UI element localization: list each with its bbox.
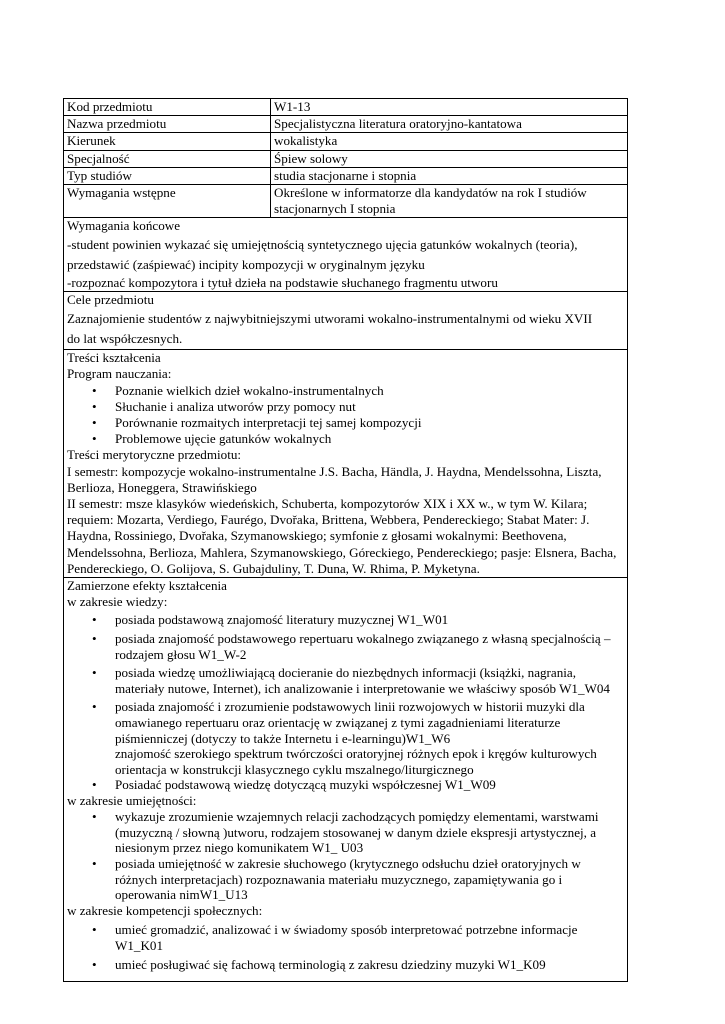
row-key: Kod przedmiotu xyxy=(64,99,271,116)
knowledge-label: w zakresie wiedzy: xyxy=(67,594,168,610)
row-value: W1-13 xyxy=(271,99,628,116)
semester-2-text: II semestr: msze klasyków wiedeńskich, Schuberta, kompozytorów XIX i XX w., w tym W. Kilara; requiem: Mozarta, Verdiego, Faurégo, Dvořaka, Brittena, Webbera, Pendereckiego; Stabat Mater: J. Haydna, Rossiniego, Dvořaka, Szymanowskiego; symfonie z głosami wokalnymi: Beethovena, Mendelssohna, Berlioza, Mahlera, Szymanowskiego, Góreckiego, Pendereckiego; pasje: Elsnera, Bacha, Pendereckiego, O. Golijova, S. Gubajduliny, T. Duna, W. Rhima, P. Myketyna. xyxy=(67,496,617,576)
list-item-text: wykazuje zrozumienie wzajemnych relacji zachodzących pomiędzy elementami, warstwami (muzyczną / słowną )utworu, rodzajem stosowanej w danym dziele ekspresji artystycznej, a niesionym przez niego komunikatem W1_ U03 xyxy=(115,809,599,856)
bullet-icon: • xyxy=(92,612,97,628)
course-goals-section xyxy=(63,292,628,350)
bullet-icon: • xyxy=(92,777,97,793)
list-item xyxy=(67,431,624,447)
row-key: Typ studiów xyxy=(64,167,271,184)
list-item-text: umieć posługiwać się fachową terminologią z zakresu dziedziny muzyki W1_K09 xyxy=(115,956,546,972)
bullet-icon: • xyxy=(92,631,97,647)
list-item xyxy=(67,777,624,793)
program-label: Program nauczania: xyxy=(67,366,172,382)
row-key: Wymagania wstępne xyxy=(64,185,271,218)
list-item xyxy=(67,957,624,973)
program-list xyxy=(67,383,624,448)
list-item-text: Posiadać podstawową wiedzę dotyczącą muzyki współczesnej W1_W09 xyxy=(115,777,496,793)
list-item-text: Słuchanie i analiza utworów przy pomocy nut xyxy=(115,398,356,414)
knowledge-list xyxy=(67,612,624,746)
bullet-icon: • xyxy=(92,665,97,681)
list-item xyxy=(67,631,624,662)
knowledge-continuation: znajomość szerokiego spektrum twórczości oratoryjnej różnych epok i kręgów kulturowych orientacja w konstrukcji klasycznego cyklu mszalnego/liturgicznego xyxy=(115,746,597,777)
list-item-text: Poznanie wielkich dzieł wokalno-instrumentalnych xyxy=(115,382,384,398)
list-item xyxy=(67,922,624,954)
table-row xyxy=(64,185,628,218)
course-info-table xyxy=(63,98,628,218)
table-row xyxy=(64,133,628,150)
table-row xyxy=(64,99,628,116)
bullet-icon: • xyxy=(92,956,97,972)
list-item xyxy=(67,699,624,746)
goals-line: Zaznajomienie studentów z najwybitniejszymi utworami wokalno-instrumentalnymi od wieku XVII xyxy=(67,310,593,326)
learning-outcomes-section xyxy=(63,578,628,982)
skills-label: w zakresie umiejętności: xyxy=(67,793,197,808)
section-heading: Cele przedmiotu xyxy=(67,292,154,308)
list-item-text: posiada znajomość i zrozumienie podstawowych linii rozwojowych w historii muzyki dla omawianego repertuaru oraz orientację w związanej z tymi zagadnieniami literaturze piśmienniczej (dotyczy to także Internetu i e-learningu)W1_W6 xyxy=(115,699,585,746)
list-item-text: umieć gromadzić, analizować i w świadomy sposób interpretować potrzebne informacje W1_K01 xyxy=(115,921,578,953)
course-content-section xyxy=(63,350,628,578)
list-item-text: Porównanie rozmaitych interpretacji tej samej kompozycji xyxy=(115,415,422,431)
list-item-text: Problemowe ujęcie gatunków wokalnych xyxy=(115,431,332,447)
list-item-text: posiada podstawową znajomość literatury muzycznej W1_W01 xyxy=(115,612,449,628)
list-item-text: posiada znajomość podstawowego repertuaru wokalnego związanego z własną specjalnością – rodzajem głosu W1_W-2 xyxy=(115,631,611,662)
table-row xyxy=(64,116,628,133)
bullet-icon: • xyxy=(92,398,97,414)
social-competences-label: w zakresie kompetencji społecznych: xyxy=(67,902,263,918)
row-value: wokalistyka xyxy=(271,133,628,150)
section-heading: Treści kształcenia xyxy=(67,350,161,366)
bullet-icon: • xyxy=(92,699,97,715)
bullet-icon: • xyxy=(92,809,97,825)
row-value: studia stacjonarne i stopnia xyxy=(271,167,628,184)
row-key: Nazwa przedmiotu xyxy=(64,116,271,133)
list-item xyxy=(67,399,624,415)
list-item xyxy=(67,809,624,856)
goals-line: do lat współczesnych. xyxy=(67,330,183,346)
list-item xyxy=(67,856,624,903)
bullet-icon: • xyxy=(92,382,97,398)
row-value: Specjalistyczna literatura oratoryjno-kantatowa xyxy=(271,116,628,133)
list-item-text: posiada umiejętność w zakresie słuchowego (krytycznego odsłuchu dzieł oratoryjnych w różnych interpretacjach) rozpoznawania materiału muzycznego, zapamiętywania go i operowania nimW1_U13 xyxy=(115,855,581,903)
final-requirements-section xyxy=(63,218,628,292)
bullet-icon: • xyxy=(92,921,97,937)
table-row xyxy=(64,167,628,184)
social-competences-list xyxy=(67,922,624,973)
row-value: Śpiew solowy xyxy=(271,150,628,167)
bullet-icon: • xyxy=(92,431,97,447)
requirement-line: -rozpoznać kompozytora i tytuł dzieła na podstawie słuchanego fragmentu utworu xyxy=(67,275,498,291)
section-heading: Zamierzone efekty kształcenia xyxy=(67,578,227,594)
table-row xyxy=(64,150,628,167)
knowledge-list-end xyxy=(67,777,624,793)
list-item-text: posiada wiedzę umożliwiającą docieranie do niezbędnych informacji (książki, nagrania, materiały nutowe, Internet), ich analizowanie i interpretowanie we właściwy sposób W1_W04 xyxy=(115,665,610,696)
list-item xyxy=(67,383,624,399)
row-value: Określone w informatorze dla kandydatów na rok I studiów stacjonarnych I stopnia xyxy=(271,185,628,218)
requirement-line: -student powinien wykazać się umiejętnością syntetycznego ujęcia gatunków wokalnych (teoria), xyxy=(67,236,578,252)
list-item xyxy=(67,415,624,431)
bullet-icon: • xyxy=(92,855,97,871)
row-key: Kierunek xyxy=(64,133,271,150)
content-label: Treści merytoryczne przedmiotu: xyxy=(67,447,242,463)
semester-1-text: I semestr: kompozycje wokalno-instrumentalne J.S. Bacha, Händla, J. Haydna, Mendelssohna, Liszta, Berlioza, Honeggera, Strawińskiego xyxy=(67,463,602,495)
requirement-line: przedstawić (zaśpiewać) incipity kompozycji w oryginalnym języku xyxy=(67,256,425,272)
bullet-icon: • xyxy=(92,415,97,431)
list-item xyxy=(67,612,624,628)
skills-list xyxy=(67,809,624,903)
list-item xyxy=(67,665,624,696)
row-key: Specjalność xyxy=(64,150,271,167)
section-heading: Wymagania końcowe xyxy=(67,218,181,234)
course-document xyxy=(63,98,628,982)
